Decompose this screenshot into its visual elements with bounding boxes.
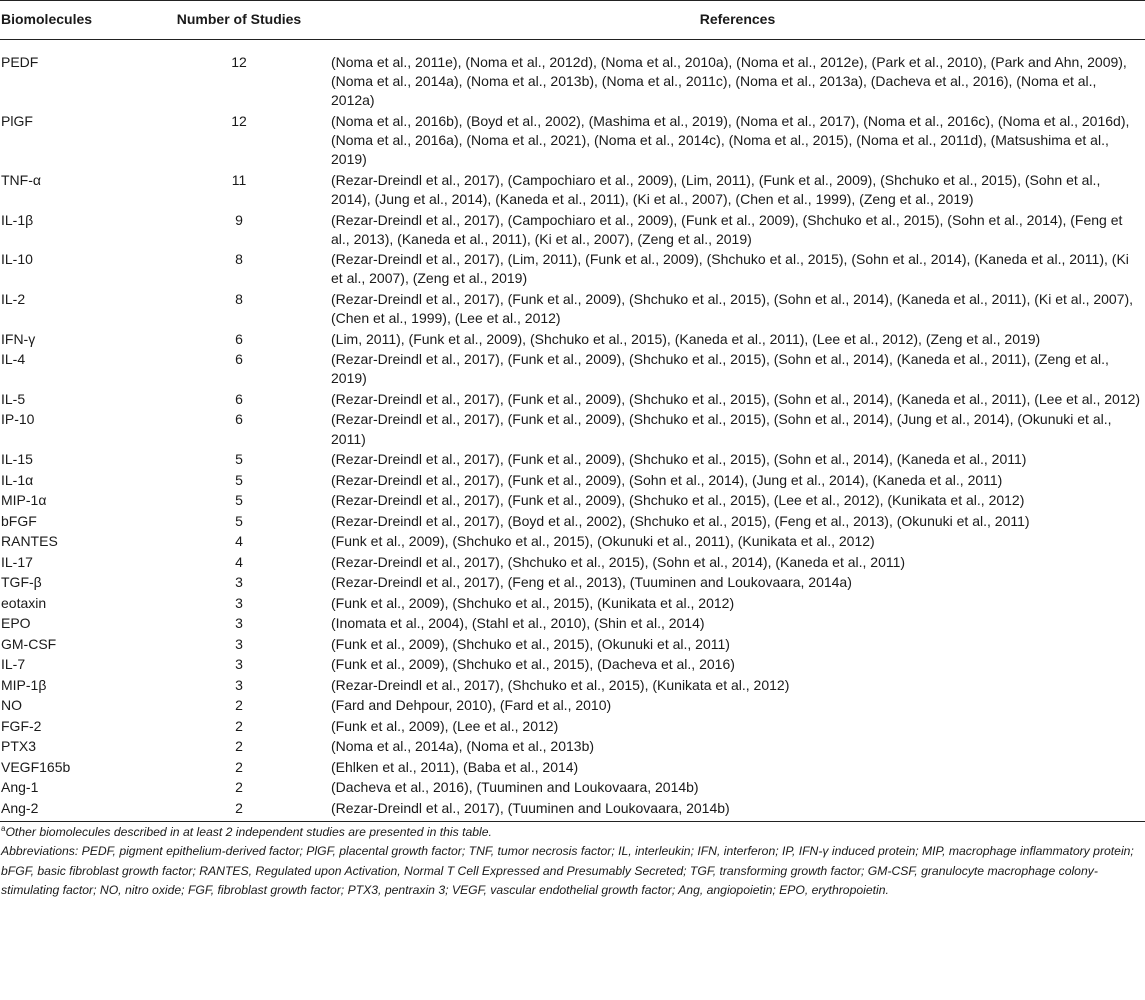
header-biomolecules: Biomolecules: [0, 1, 148, 40]
table-row: [0, 696, 1145, 717]
biomolecule-name: MIP-1β: [1, 676, 47, 693]
biomolecule-name: VEGF165b: [1, 758, 71, 775]
study-count: 3: [235, 594, 243, 611]
biomolecule-name: RANTES: [1, 533, 58, 550]
study-count: 2: [235, 717, 243, 734]
biomolecule-name: IL-15: [1, 451, 33, 468]
study-count: 6: [235, 351, 243, 368]
references-cell: (Rezar-Dreindl et al., 2017), (Boyd et al., 2002), (Shchuko et al., 2015), (Feng et al., 2013), (Okunuki et al., 2011): [331, 512, 1030, 529]
references-cell: (Funk et al., 2009), (Shchuko et al., 2015), (Kunikata et al., 2012): [331, 594, 735, 611]
study-count: 2: [235, 697, 243, 714]
study-count: 8: [235, 290, 243, 307]
footnote-cell: [0, 821, 1145, 900]
references-cell: (Rezar-Dreindl et al., 2017), (Tuuminen and Loukovaara, 2014b): [331, 799, 730, 816]
references-cell: (Noma et al., 2014a), (Noma et al., 2013b): [331, 738, 595, 755]
footnote-text: Other biomolecules described in at least 2 independent studies are presented in this table.: [5, 824, 492, 839]
table-row: [0, 614, 1145, 635]
study-count: 6: [235, 411, 243, 428]
table-row: [0, 635, 1145, 656]
study-count: 3: [235, 676, 243, 693]
study-count: 4: [235, 533, 243, 550]
study-count: 3: [235, 574, 243, 591]
references-cell: (Ehlken et al., 2011), (Baba et al., 2014): [331, 758, 579, 775]
biomolecule-name: IL-1β: [1, 211, 34, 228]
references-cell: (Inomata et al., 2004), (Stahl et al., 2010), (Shin et al., 2014): [331, 615, 705, 632]
table-row: [0, 778, 1145, 799]
study-count: 3: [235, 656, 243, 673]
table-row: [0, 112, 1145, 171]
table-row: [0, 717, 1145, 738]
references-cell: (Rezar-Dreindl et al., 2017), (Funk et al., 2009), (Shchuko et al., 2015), (Lee et al., 2012), (Kunikata et al., 2012): [331, 492, 1025, 509]
references-cell: (Rezar-Dreindl et al., 2017), (Shchuko et al., 2015), (Sohn et al., 2014), (Kaneda et al., 2011): [331, 553, 906, 570]
references-cell: (Dacheva et al., 2016), (Tuuminen and Loukovaara, 2014b): [331, 779, 699, 796]
study-count: 2: [235, 738, 243, 755]
biomolecule-name: PTX3: [1, 738, 37, 755]
table-header: [0, 1, 1145, 40]
footnote-abbreviations: Abbreviations: PEDF, pigment epithelium-derived factor; PlGF, placental growth factor; TNF, tumor necrosis factor; IL, interleukin; IFN, interferon; IP, IFN-γ induced protein; MIP, macrophage inflammatory protein; bFGF, basic fibroblast growth factor; RANTES, Regulated upon Activation, Normal T Cell Expressed and Presumably Secreted; TGF, transforming growth factor; GM-CSF, granulocyte macrophage colony-stimulating factor; NO, nitro oxide; FGF, fibroblast growth factor; PTX3, pentraxin 3; VEGF, vascular endothelial growth factor; Ang, angiopoietin; EPO, erythropoietin.: [1, 844, 1134, 897]
study-count: 2: [235, 758, 243, 775]
table-row: [0, 330, 1145, 351]
study-count: 9: [235, 211, 243, 228]
references-cell: (Lim, 2011), (Funk et al., 2009), (Shchuko et al., 2015), (Kaneda et al., 2011), (Lee et al., 2012), (Zeng et al., 2019): [331, 330, 1041, 347]
biomolecule-name: MIP-1α: [1, 492, 47, 509]
table-row: [0, 410, 1145, 450]
table-row: [0, 450, 1145, 471]
biomolecule-name: IL-7: [1, 656, 26, 673]
footnote-note: [1, 823, 1143, 842]
study-count: 3: [235, 615, 243, 632]
references-cell: (Rezar-Dreindl et al., 2017), (Campochiaro et al., 2009), (Funk et al., 2009), (Shchuko et al., 2015), (Sohn et al., 2014), (Feng et al., 2013), (Kaneda et al., 2011), (Ki et al., 2007), (Zeng et al., 2019): [331, 211, 1123, 247]
references-cell: (Fard and Dehpour, 2010), (Fard et al., 2010): [331, 697, 612, 714]
study-count: 11: [231, 171, 247, 188]
header-number-of-studies: Number of Studies: [148, 1, 330, 40]
biomolecule-name: IL-10: [1, 251, 33, 268]
references-cell: (Rezar-Dreindl et al., 2017), (Funk et al., 2009), (Sohn et al., 2014), (Jung et al., 2014), (Kaneda et al., 2011): [331, 471, 1003, 488]
references-cell: (Noma et al., 2011e), (Noma et al., 2012d), (Noma et al., 2010a), (Noma et al., 2012e), (Park et al., 2010), (Park and Ahn, 2009), (Noma et al., 2014a), (Noma et al., 2013b), (Noma et al., 2011c), (Noma et al., 2013a), (Dacheva et al., 2016), (Noma et al., 2012a): [331, 54, 1127, 109]
biomolecule-name: NO: [1, 697, 22, 714]
table-row: [0, 211, 1145, 251]
study-count: 5: [235, 451, 243, 468]
biomolecule-name: IL-1α: [1, 471, 34, 488]
biomolecule-name: IFN-γ: [1, 330, 36, 347]
table-row: [0, 290, 1145, 330]
table-row: [0, 532, 1145, 553]
biomolecule-name: PEDF: [1, 54, 39, 70]
footnote-marker: a: [1, 823, 6, 833]
table-row: [0, 553, 1145, 574]
study-count: 4: [235, 553, 243, 570]
biomolecule-name: IL-4: [1, 351, 26, 368]
references-cell: (Rezar-Dreindl et al., 2017), (Funk et al., 2009), (Shchuko et al., 2015), (Sohn et al., 2014), (Kaneda et al., 2011), (Zeng et al., 2019): [331, 351, 1109, 387]
biomolecule-name: IL-5: [1, 390, 26, 407]
biomolecule-name: IL-17: [1, 553, 33, 570]
header-row: [0, 1, 1145, 40]
biomolecule-name: TNF-α: [1, 171, 41, 188]
table-row: [0, 758, 1145, 779]
table-row: [0, 676, 1145, 697]
study-count: 6: [235, 390, 243, 407]
references-cell: (Rezar-Dreindl et al., 2017), (Funk et al., 2009), (Shchuko et al., 2015), (Sohn et al., 2014), (Kaneda et al., 2011): [331, 451, 1027, 468]
study-count: 5: [235, 492, 243, 509]
references-cell: (Rezar-Dreindl et al., 2017), (Feng et al., 2013), (Tuuminen and Loukovaara, 2014a): [331, 574, 852, 591]
study-count: 8: [235, 251, 243, 268]
table-footnotes: [0, 821, 1145, 900]
table-row: [0, 799, 1145, 822]
header-references: References: [330, 1, 1145, 40]
footnote-row: [0, 821, 1145, 900]
biomolecule-name: FGF-2: [1, 717, 42, 734]
study-count: 3: [235, 635, 243, 652]
table-row: [0, 171, 1145, 211]
biomolecule-name: Ang-2: [1, 799, 39, 816]
table-row: [0, 491, 1145, 512]
biomolecule-name: bFGF: [1, 512, 37, 529]
biomolecule-name: TGF-β: [1, 574, 42, 591]
references-cell: (Funk et al., 2009), (Lee et al., 2012): [331, 717, 559, 734]
table-row: [0, 390, 1145, 411]
table-row: [0, 250, 1145, 290]
table-row: [0, 737, 1145, 758]
biomolecule-name: Ang-1: [1, 779, 39, 796]
table-row: [0, 512, 1145, 533]
biomolecule-name: eotaxin: [1, 594, 47, 611]
references-cell: (Rezar-Dreindl et al., 2017), (Shchuko et al., 2015), (Kunikata et al., 2012): [331, 676, 790, 693]
table-row: [0, 471, 1145, 492]
biomolecule-name: EPO: [1, 615, 31, 632]
references-cell: (Rezar-Dreindl et al., 2017), (Funk et al., 2009), (Shchuko et al., 2015), (Sohn et al., 2014), (Jung et al., 2014), (Okunuki et al., 2011): [331, 411, 1112, 447]
biomolecule-name: PlGF: [1, 112, 33, 129]
biomolecule-name: GM-CSF: [1, 635, 57, 652]
biomolecule-name: IL-2: [1, 290, 26, 307]
study-count: 12: [231, 54, 247, 70]
biomolecule-name: IP-10: [1, 411, 35, 428]
study-count: 6: [235, 330, 243, 347]
references-cell: (Rezar-Dreindl et al., 2017), (Lim, 2011), (Funk et al., 2009), (Shchuko et al., 2015), (Sohn et al., 2014), (Kaneda et al., 2011), (Ki et al., 2007), (Zeng et al., 2019): [331, 251, 1129, 287]
table-row: [0, 40, 1145, 112]
study-count: 12: [231, 112, 247, 129]
table-row: [0, 573, 1145, 594]
references-cell: (Funk et al., 2009), (Shchuko et al., 2015), (Okunuki et al., 2011), (Kunikata et al., 2012): [331, 533, 875, 550]
study-count: 2: [235, 779, 243, 796]
table-row: [0, 350, 1145, 390]
references-cell: (Rezar-Dreindl et al., 2017), (Funk et al., 2009), (Shchuko et al., 2015), (Sohn et al., 2014), (Kaneda et al., 2011), (Lee et al., 2012): [331, 390, 1141, 407]
study-count: 5: [235, 512, 243, 529]
references-cell: (Funk et al., 2009), (Shchuko et al., 2015), (Okunuki et al., 2011): [331, 635, 730, 652]
table-row: [0, 655, 1145, 676]
study-count: 5: [235, 471, 243, 488]
references-cell: (Rezar-Dreindl et al., 2017), (Funk et al., 2009), (Shchuko et al., 2015), (Sohn et al., 2014), (Kaneda et al., 2011), (Ki et al., 2007), (Chen et al., 1999), (Lee et al., 2012): [331, 290, 1134, 327]
table-body: [0, 40, 1145, 822]
table-row: [0, 594, 1145, 615]
references-cell: (Rezar-Dreindl et al., 2017), (Campochiaro et al., 2009), (Lim, 2011), (Funk et al., 2009), (Shchuko et al., 2015), (Sohn et al., 2014), (Jung et al., 2014), (Kaneda et al., 2011), (Ki et al., 2007), (Chen et al., 1999), (Zeng et al., 2019): [331, 171, 1101, 208]
references-cell: (Noma et al., 2016b), (Boyd et al., 2002), (Mashima et al., 2019), (Noma et al., 2017), (Noma et al., 2016c), (Noma et al., 2016d), (Noma et al., 2016a), (Noma et al., 2021), (Noma et al., 2014c), (Noma et al., 2015), (Noma et al., 2011d), (Matsushima et al., 2019): [331, 112, 1130, 168]
references-cell: (Funk et al., 2009), (Shchuko et al., 2015), (Dacheva et al., 2016): [331, 656, 735, 673]
study-count: 2: [235, 799, 243, 816]
